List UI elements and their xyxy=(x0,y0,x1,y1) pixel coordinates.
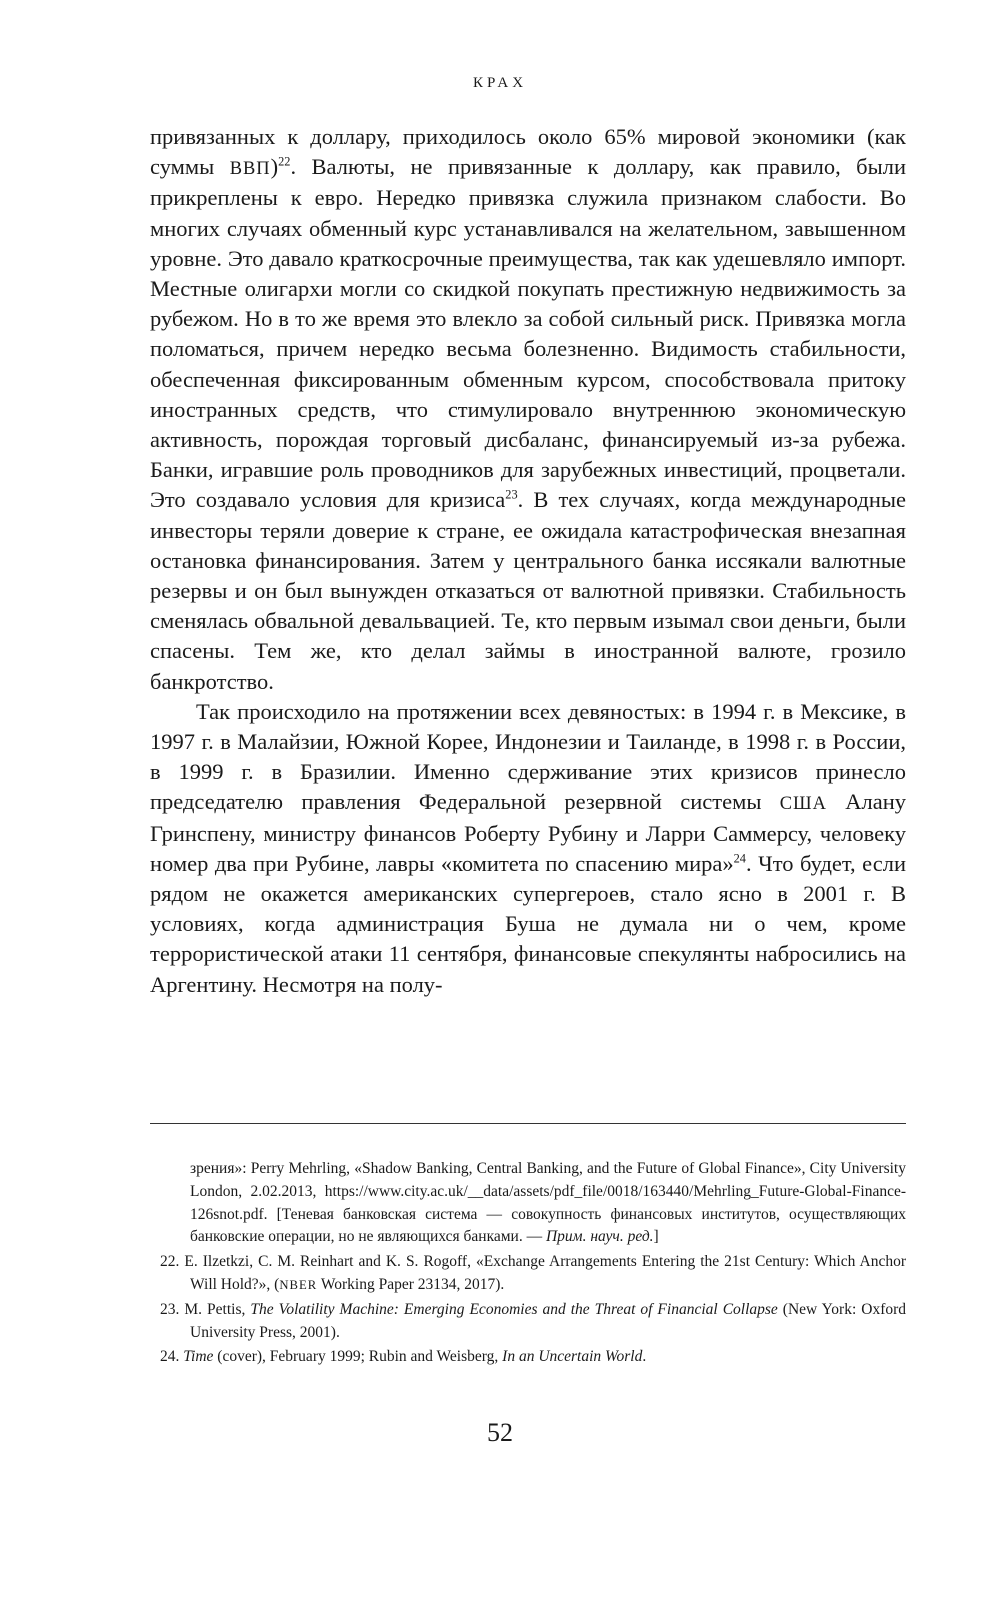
book-title: In an Uncertain World xyxy=(502,1348,643,1366)
footnote-22 xyxy=(150,1251,906,1297)
footnote-divider xyxy=(150,1123,906,1124)
footnote-number: 22. xyxy=(160,1253,180,1271)
page-number: 52 xyxy=(487,1418,513,1447)
footnote-ref-24[interactable]: 24 xyxy=(733,851,746,866)
running-header: КРАХ xyxy=(472,75,528,91)
abbreviation: NBER xyxy=(279,1277,318,1292)
text-run: . xyxy=(642,1348,647,1366)
abbreviation: США xyxy=(779,793,827,814)
footnotes xyxy=(150,1158,906,1371)
paragraph-2 xyxy=(150,697,906,1000)
text-run: (cover), February 1999; Rubin and Weisberg, xyxy=(213,1348,503,1366)
text-run: зрения»: Perry Mehrling, «Shadow Banking, Central Banking, and the Future of Global Finance», City University London, 2.02.2013, https://www.city.ac.uk/__data/assets/pdf_file/0018/163440/Mehrling_Future-Global-Finance-126snot.pdf. [Теневая банковская система — совокупность финансовых институтов, осуществляющих банковские операции, но не являющихся банками. — xyxy=(190,1160,906,1246)
text-run: ) xyxy=(270,154,279,180)
footnote-continuation xyxy=(150,1158,906,1249)
text-run: . Что будет, если рядом не окажется американских супергероев, стало ясно в 2001 г. В условиях, когда администрация Буша не думала ни о чем, кроме террористической атаки 11 сентября, финансовые спекулянты набросились на Аргентину. Несмотря на полу- xyxy=(150,850,906,997)
abbreviation: ВВП xyxy=(229,158,271,179)
book-title: The Volatility Machine: Emerging Economies and the Threat of Financial Collapse xyxy=(250,1300,778,1318)
footnote-number: 23. xyxy=(160,1300,180,1318)
text-run: ] xyxy=(653,1228,659,1246)
text-run: . В тех случаях, когда международные инвесторы теряли доверие к стране, ее ожидала катастрофическая внезапная остановка финансирования. Затем у центрального банка иссякали валютные резервы и он был вынужден отказаться от валютной привязки. Стабильность сменялась обвальной девальвацией. Те, кто первым изымал свои деньги, были спасены. Тем же, кто делал займы в иностранной валюте, грозило банкротство. xyxy=(150,487,906,694)
footnote-23 xyxy=(150,1299,906,1345)
footnote-number: 24. xyxy=(160,1348,180,1366)
text-run: Так происходило на протяжении всех девяностых: в 1994 г. в Мексике, в 1997 г. в Малайзии, Южной Корее, Индонезии и Таиланде, в 1998 г. в России, в 1999 г. в Бразилии. Именно сдерживание этих кризисов принесло председателю правления Федеральной резервной системы xyxy=(150,698,906,815)
main-text xyxy=(150,122,906,1000)
footnote-ref-22[interactable]: 22 xyxy=(278,154,291,169)
footnote-ref-23[interactable]: 23 xyxy=(505,487,518,502)
text-run: Working Paper 23134, 2017). xyxy=(317,1275,505,1293)
text-run: (New York: Oxford University Press, 2001). xyxy=(190,1300,907,1341)
magazine-title: Time xyxy=(183,1348,214,1366)
editor-note: Прим. науч. ред. xyxy=(545,1228,654,1246)
text-run: привязанных к доллару, приходилось около 65% мировой экономики (как суммы xyxy=(150,124,906,180)
text-run: E. Ilzetkzi, C. M. Reinhart and K. S. Rogoff, «Exchange Arrangements Entering the 21st Century: Which Anchor Will Hold?», ( xyxy=(184,1253,906,1293)
text-run: Алану Гринспену, министру финансов Роберту Рубину и Ларри Саммерсу, человеку номер два при Рубине, лавры «комитета по спасению мира» xyxy=(150,789,906,876)
text-run: . Валюты, не привязанные к доллару, как правило, были прикреплены к евро. Нередко привязка служила признаком слабости. Во многих случаях обменный курс устанавливался на желательном, завышенном уровне. Это давало краткосрочные преимущества, так как удешевляло импорт. Местные олигархи могли со скидкой покупать престижную недвижимость за рубежом. Но в то же время это влекло за собой сильный риск. Привязка могла поломаться, причем нередко весьма болезненно. Видимость стабильности, обеспеченная фиксированным обменным курсом, способствовала притоку иностранных средств, что стимулировало внутреннюю экономическую активность, порождая торговый дисбаланс, финансируемый из-за рубежа. Банки, игравшие роль проводников для зарубежных инвестиций, процветали. Это создавало условия для кризиса xyxy=(150,154,906,513)
paragraph-1 xyxy=(150,122,906,697)
footnote-24 xyxy=(150,1346,906,1369)
text-run: M. Pettis, xyxy=(184,1300,251,1318)
